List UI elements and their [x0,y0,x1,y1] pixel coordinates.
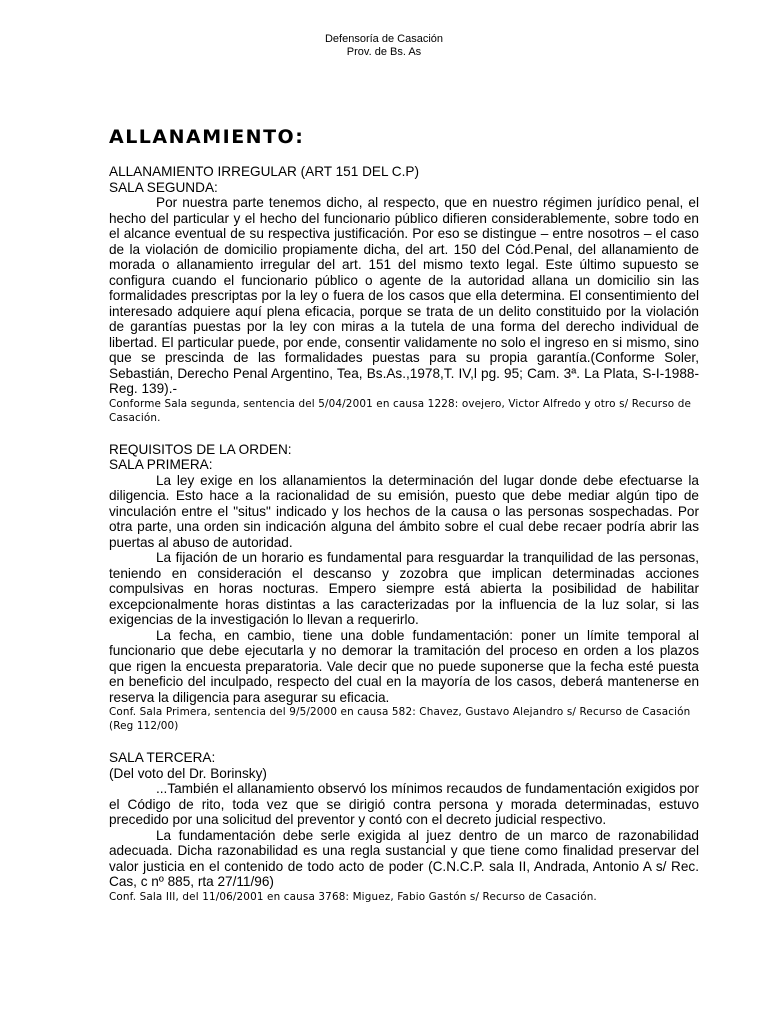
vote-note: (Del voto del Dr. Borinsky) [109,765,267,781]
citation: Conf. Sala Primera, sentencia del 9/5/2000 en causa 582: Chavez, Gustavo Alejandro s/ Recurso de Casación (Reg 112/00) [109,706,691,732]
section-heading: ALLANAMIENTO IRREGULAR (ART 151 DEL C.P) [109,164,419,179]
body-paragraph: La fijación de un horario es fundamental para resguardar la tranquilidad de las personas, teniendo en consideración el descanso y zozobra que implican determinadas acciones compulsivas en horas nocturas. Empero siempre está abierta la posibilidad de habilitar excepcionalmente horas distintas a las caracterizadas por la influencia de la luz solar, si las exigencias de la investigación lo llevan a requerirlo. [109,550,699,627]
chamber-heading: SALA PRIMERA: [109,457,213,472]
body-paragraph: La fundamentación debe serle exigida al juez dentro de un marco de razonabilidad adecuada. Dicha razonabilidad es una regla sustancial y que tiene como finalidad preservar del valor justicia en el contenido de todo acto de poder (C.N.C.P. sala II, Andrada, Antonio A s/ Rec. Cas, c nº 885, rta 27/11/96) [109,827,699,889]
body-paragraph: ...También el allanamiento observó los mínimos recaudos de fundamentación exigidos por el Código de rito, toda vez que se dirigió contra persona y morada determinadas, estuvo precedido por una solicitud del preventor y contó con el decreto judicial respectivo. [109,781,699,827]
citation: Conf. Sala III, del 11/06/2001 en causa 3768: Miguez, Fabio Gastón s/ Recurso de Casación. [109,890,597,903]
header-institution: Defensoría de Casación [324,33,443,45]
document-body [109,164,699,904]
spacer [109,425,699,442]
section-heading: REQUISITOS DE LA ORDEN: [109,441,292,457]
document-title: ALLANAMIENTO: [109,126,305,148]
spacer [109,733,699,750]
citation: Conforme Sala segunda, sentencia del 5/04/2001 en causa 1228: ovejero, Victor Alfredo y otro s/ Recurso de Casación. [109,397,692,424]
body-paragraph: La ley exige en los allanamientos la determinación del lugar donde debe efectuarse la diligencia. Esto hace a la racionalidad de su emisión, puesto que debe mediar algún tipo de vinculación entre el "situs" indicado y los hechos de la causa o las personas sospechadas. Por otra parte, una orden sin indicación alguna del ámbito sobre el cual debe recaer podría abrir las puertas al abuso de autoridad. [109,472,699,550]
header-province: Prov. de Bs. As [346,46,422,58]
page-header [0,33,768,59]
body-paragraph: Por nuestra parte tenemos dicho, al respecto, que en nuestro régimen jurídico penal, el hecho del particular y el hecho del funcionario público difieren considerablemente, sobre todo en el alcance eventual de su respectiva justificación. Por eso se distingue – entre nosotros – el caso de la violación de domicilio propiamente dicha, del art. 150 del Cód.Penal, del allanamiento de morada o allanamiento irregular del art. 151 del mismo texto legal. Este último supuesto se configura cuando el funcionario público o agente de la autoridad allana un domicilio sin las formalidades prescriptas por la ley o fuera de los casos que ella determina. El consentimiento del interesado adquiere aquí plena eficacia, porque se trata de un delito constituido por la violación de garantías puestas por la ley con miras a la tutela de una forma del derecho individual de libertad. El particular puede, por ende, consentir validamente no solo el ingreso en si mismo, sino que se prescinda de las formalidades puestas para su propia garantía.(Conforme Soler, Sebastián, Derecho Penal Argentino, Tea, Bs.As.,1978,T. IV,l pg. 95; Cam. 3ª. La Plata, S-I-1988-Reg. 139).- [109,195,699,396]
chamber-heading: SALA TERCERA: [109,750,216,765]
chamber-heading: SALA SEGUNDA: [109,179,218,195]
body-paragraph: La fecha, en cambio, tiene una doble fundamentación: poner un límite temporal al funcionario que debe ejecutarla y no demorar la tramitación del proceso en orden a los plazos que rigen la encuesta preparatoria. Vale decir que no puede suponerse que la fecha esté puesta en beneficio del inculpado, respecto del cual en la mayoría de los casos, deberá mantenerse en reserva la diligencia para asegurar su eficacia. [109,627,699,705]
